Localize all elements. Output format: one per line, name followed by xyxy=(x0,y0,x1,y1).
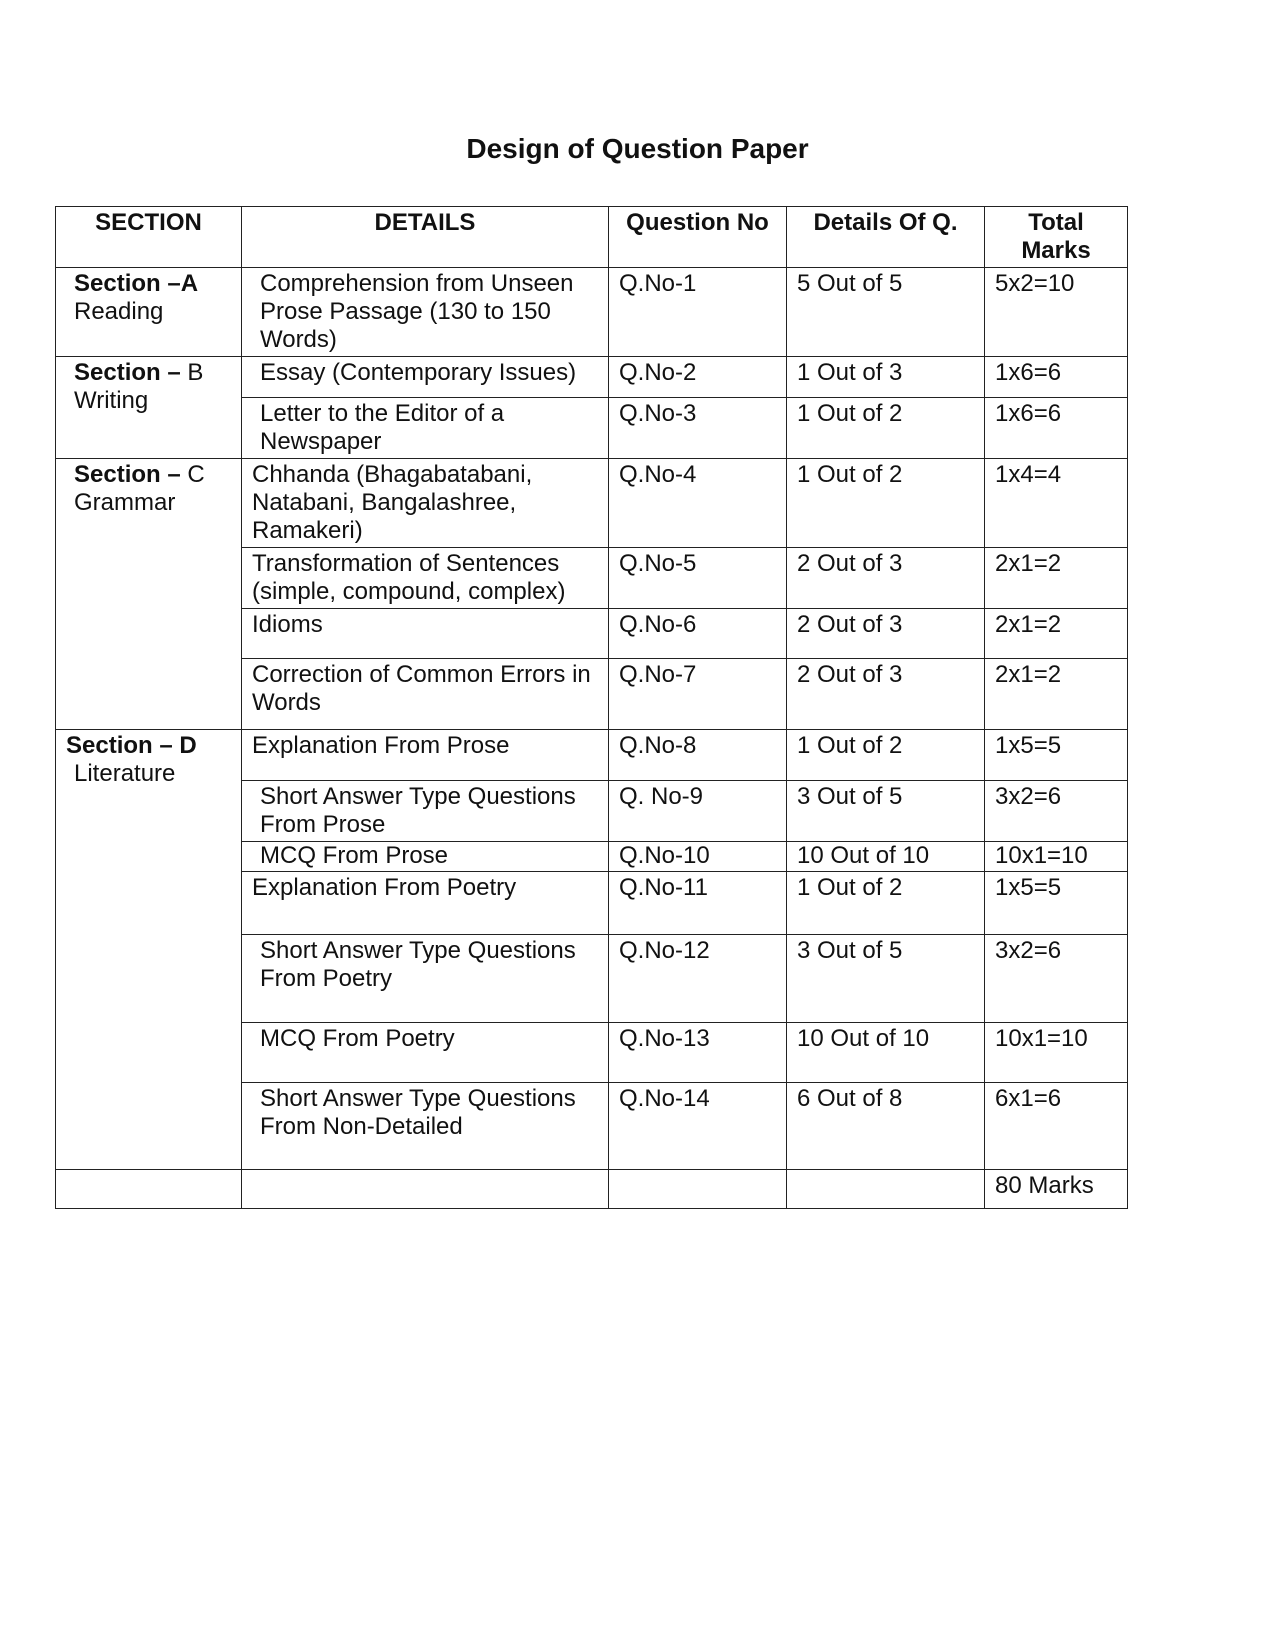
header-total-marks: Total Marks xyxy=(985,207,1128,268)
details-of-q-cell: 1 Out of 2 xyxy=(787,459,985,548)
question-no-cell: Q.No-4 xyxy=(609,459,787,548)
section-b-sub: Writing xyxy=(74,387,149,414)
marks-cell: 1x4=4 xyxy=(985,459,1128,548)
marks-cell: 1x6=6 xyxy=(985,398,1128,459)
question-no-cell: Q.No-12 xyxy=(609,935,787,1023)
marks-cell: 2x1=2 xyxy=(985,548,1128,609)
section-c-name: Section – xyxy=(74,461,181,488)
details-of-q-cell: 10 Out of 10 xyxy=(787,842,985,872)
total-row xyxy=(56,1170,1128,1209)
details-of-q-cell: 1 Out of 3 xyxy=(787,357,985,398)
details-of-q-cell: 3 Out of 5 xyxy=(787,935,985,1023)
question-no-cell: Q.No-3 xyxy=(609,398,787,459)
section-b-cell xyxy=(56,357,242,459)
details-of-q-cell: 1 Out of 2 xyxy=(787,398,985,459)
details-cell: Transformation of Sentences (simple, compound, complex) xyxy=(242,548,609,609)
question-paper-table xyxy=(55,206,1128,1209)
marks-cell: 1x5=5 xyxy=(985,730,1128,781)
total-marks-cell: 80 Marks xyxy=(985,1170,1128,1209)
table-row xyxy=(56,357,1128,398)
header-details-of-q: Details Of Q. xyxy=(787,207,985,268)
details-of-q-cell: 1 Out of 2 xyxy=(787,730,985,781)
question-no-cell: Q.No-14 xyxy=(609,1083,787,1170)
details-cell: Letter to the Editor of a Newspaper xyxy=(242,398,609,459)
section-b-letter: B xyxy=(187,359,204,386)
marks-cell: 2x1=2 xyxy=(985,659,1128,730)
section-d-name: Section – D xyxy=(66,732,197,759)
question-no-cell: Q.No-7 xyxy=(609,659,787,730)
table-row xyxy=(56,459,1128,548)
details-cell: Short Answer Type Questions From Prose xyxy=(242,781,609,842)
marks-cell: 1x5=5 xyxy=(985,872,1128,935)
details-cell: Explanation From Poetry xyxy=(242,872,609,935)
section-a-sub: Reading xyxy=(74,298,164,325)
details-cell: Short Answer Type Questions From Poetry xyxy=(242,935,609,1023)
section-a-cell xyxy=(56,268,242,357)
question-no-cell: Q.No-10 xyxy=(609,842,787,872)
table-row xyxy=(56,268,1128,357)
details-cell: Chhanda (Bhagabatabani, Natabani, Bangalashree, Ramakeri) xyxy=(242,459,609,548)
details-cell: Essay (Contemporary Issues) xyxy=(242,357,609,398)
marks-cell: 5x2=10 xyxy=(985,268,1128,357)
marks-cell: 10x1=10 xyxy=(985,1023,1128,1083)
section-c-cell xyxy=(56,459,242,730)
marks-cell: 3x2=6 xyxy=(985,781,1128,842)
empty-cell xyxy=(56,1170,242,1209)
details-cell: Correction of Common Errors in Words xyxy=(242,659,609,730)
header-row xyxy=(56,207,1128,268)
marks-cell: 1x6=6 xyxy=(985,357,1128,398)
section-b-name: Section – xyxy=(74,359,181,386)
question-no-cell: Q.No-13 xyxy=(609,1023,787,1083)
question-no-cell: Q.No-1 xyxy=(609,268,787,357)
empty-cell xyxy=(609,1170,787,1209)
empty-cell xyxy=(787,1170,985,1209)
section-c-sub: Grammar xyxy=(74,489,176,516)
section-a-name: Section –A xyxy=(74,270,199,297)
details-of-q-cell: 2 Out of 3 xyxy=(787,548,985,609)
empty-cell xyxy=(242,1170,609,1209)
question-no-cell: Q.No-2 xyxy=(609,357,787,398)
question-no-cell: Q.No-11 xyxy=(609,872,787,935)
details-cell: Comprehension from Unseen Prose Passage (130 to 150 Words) xyxy=(242,268,609,357)
details-cell: MCQ From Prose xyxy=(242,842,609,872)
details-of-q-cell: 6 Out of 8 xyxy=(787,1083,985,1170)
details-of-q-cell: 1 Out of 2 xyxy=(787,872,985,935)
marks-cell: 10x1=10 xyxy=(985,842,1128,872)
details-of-q-cell: 10 Out of 10 xyxy=(787,1023,985,1083)
details-of-q-cell: 5 Out of 5 xyxy=(787,268,985,357)
details-of-q-cell: 2 Out of 3 xyxy=(787,609,985,659)
details-cell: Short Answer Type Questions From Non-Detailed xyxy=(242,1083,609,1170)
section-c-letter: C xyxy=(187,461,205,488)
page-title: Design of Question Paper xyxy=(466,133,809,164)
question-no-cell: Q.No-5 xyxy=(609,548,787,609)
question-no-cell: Q.No-8 xyxy=(609,730,787,781)
table-row xyxy=(56,730,1128,781)
marks-cell: 6x1=6 xyxy=(985,1083,1128,1170)
details-cell: MCQ From Poetry xyxy=(242,1023,609,1083)
question-no-cell: Q. No-9 xyxy=(609,781,787,842)
header-details: DETAILS xyxy=(242,207,609,268)
details-of-q-cell: 2 Out of 3 xyxy=(787,659,985,730)
marks-cell: 3x2=6 xyxy=(985,935,1128,1023)
details-cell: Explanation From Prose xyxy=(242,730,609,781)
question-no-cell: Q.No-6 xyxy=(609,609,787,659)
section-d-sub: Literature xyxy=(74,760,176,787)
details-cell: Idioms xyxy=(242,609,609,659)
header-section: SECTION xyxy=(56,207,242,268)
header-question-no: Question No xyxy=(609,207,787,268)
section-d-cell xyxy=(56,730,242,1170)
marks-cell: 2x1=2 xyxy=(985,609,1128,659)
details-of-q-cell: 3 Out of 5 xyxy=(787,781,985,842)
